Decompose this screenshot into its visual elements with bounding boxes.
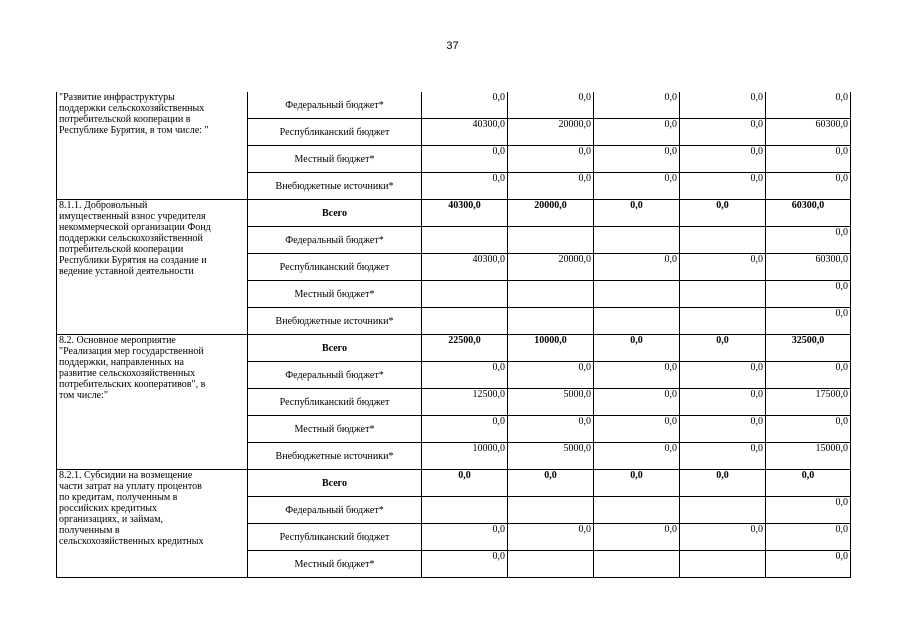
amount-cell: 0,0 [680,389,766,416]
amount-cell: 15000,0 [766,443,851,470]
amount-cell [680,227,766,254]
amount-cell: 0,0 [680,92,766,119]
amount-cell: 0,0 [680,524,766,551]
amount-cell [508,308,594,335]
amount-cell: 0,0 [422,470,508,497]
amount-cell [508,551,594,578]
amount-cell: 0,0 [594,254,680,281]
amount-cell [680,281,766,308]
amount-cell: 22500,0 [422,335,508,362]
amount-cell: 60300,0 [766,119,851,146]
amount-cell: 0,0 [594,443,680,470]
funding-source: Местный бюджет* [248,146,422,173]
amount-cell: 0,0 [680,416,766,443]
amount-cell [680,308,766,335]
amount-cell: 0,0 [422,362,508,389]
amount-cell [508,497,594,524]
funding-source: Местный бюджет* [248,416,422,443]
amount-cell: 0,0 [594,92,680,119]
amount-cell: 0,0 [422,551,508,578]
funding-source: Республиканский бюджет [248,119,422,146]
amount-cell: 0,0 [594,146,680,173]
funding-source: Местный бюджет* [248,281,422,308]
amount-cell: 0,0 [680,362,766,389]
amount-cell: 0,0 [594,200,680,227]
amount-cell: 0,0 [594,335,680,362]
amount-cell: 0,0 [508,362,594,389]
amount-cell: 0,0 [766,146,851,173]
table-row [57,200,851,227]
funding-source: Республиканский бюджет [248,524,422,551]
amount-cell: 0,0 [594,362,680,389]
amount-cell: 0,0 [594,389,680,416]
amount-cell: 40300,0 [422,254,508,281]
amount-cell: 0,0 [766,92,851,119]
amount-cell: 0,0 [508,470,594,497]
amount-cell: 0,0 [680,335,766,362]
amount-cell: 0,0 [594,470,680,497]
amount-cell: 0,0 [422,92,508,119]
amount-cell: 0,0 [766,497,851,524]
amount-cell: 17500,0 [766,389,851,416]
amount-cell: 20000,0 [508,119,594,146]
amount-cell [680,497,766,524]
amount-cell: 0,0 [508,524,594,551]
amount-cell: 0,0 [680,146,766,173]
amount-cell [508,227,594,254]
amount-cell: 0,0 [766,308,851,335]
funding-source: Местный бюджет* [248,551,422,578]
amount-cell: 0,0 [422,173,508,200]
amount-cell: 0,0 [508,416,594,443]
amount-cell: 0,0 [766,227,851,254]
amount-cell [680,551,766,578]
amount-cell: 0,0 [594,119,680,146]
amount-cell: 40300,0 [422,119,508,146]
amount-cell: 5000,0 [508,443,594,470]
amount-cell: 0,0 [422,146,508,173]
funding-source: Всего [248,335,422,362]
amount-cell: 0,0 [680,200,766,227]
funding-source: Внебюджетные источники* [248,173,422,200]
amount-cell: 0,0 [680,470,766,497]
funding-source: Федеральный бюджет* [248,362,422,389]
amount-cell: 0,0 [766,551,851,578]
amount-cell: 5000,0 [508,389,594,416]
amount-cell: 10000,0 [422,443,508,470]
budget-table [56,92,851,578]
funding-source: Федеральный бюджет* [248,497,422,524]
amount-cell: 0,0 [766,362,851,389]
amount-cell: 0,0 [508,146,594,173]
section-description: 8.1.1. Добровольный имущественный взнос учредителя некоммерческой организации Фонд поддержки сельскохозяйственной потребительской кооперации Республики Бурятия на создание и ведение уставной деятельности [57,200,248,335]
funding-source: Всего [248,200,422,227]
amount-cell: 0,0 [508,92,594,119]
amount-cell: 0,0 [766,173,851,200]
page-number: 37 [446,40,459,52]
funding-source: Федеральный бюджет* [248,92,422,119]
amount-cell: 0,0 [594,524,680,551]
amount-cell: 0,0 [680,173,766,200]
funding-source: Республиканский бюджет [248,254,422,281]
amount-cell [422,308,508,335]
amount-cell: 0,0 [594,416,680,443]
amount-cell [422,281,508,308]
amount-cell: 0,0 [680,119,766,146]
budget-table-body [57,92,851,578]
amount-cell: 0,0 [422,416,508,443]
section-description: "Развитие инфраструктуры поддержки сельскохозяйственных потребительской кооперации в Республике Бурятия, в том числе: " [57,92,248,200]
amount-cell: 0,0 [422,524,508,551]
amount-cell: 0,0 [766,416,851,443]
funding-source: Внебюджетные источники* [248,308,422,335]
amount-cell: 40300,0 [422,200,508,227]
table-row [57,92,851,119]
amount-cell [508,281,594,308]
amount-cell: 12500,0 [422,389,508,416]
amount-cell: 10000,0 [508,335,594,362]
amount-cell: 0,0 [766,524,851,551]
amount-cell: 0,0 [766,281,851,308]
amount-cell: 0,0 [680,254,766,281]
table-row [57,470,851,497]
amount-cell [594,227,680,254]
amount-cell [422,497,508,524]
amount-cell: 0,0 [508,173,594,200]
funding-source: Всего [248,470,422,497]
amount-cell: 0,0 [766,470,851,497]
amount-cell [594,308,680,335]
amount-cell [594,281,680,308]
funding-source: Федеральный бюджет* [248,227,422,254]
amount-cell: 0,0 [680,443,766,470]
section-description: 8.2. Основное мероприятие "Реализация мер государственной поддержки, направленных на развитие сельскохозяйственных потребительских кооперативов", в том числе:" [57,335,248,470]
amount-cell: 60300,0 [766,200,851,227]
amount-cell [594,497,680,524]
amount-cell: 0,0 [594,173,680,200]
table-row [57,335,851,362]
amount-cell: 20000,0 [508,200,594,227]
section-description: 8.2.1. Субсидии на возмещение части затрат на уплату процентов по кредитам, полученным в российских кредитных организациях, и займам, полученным в сельскохозяйственных кредитных [57,470,248,578]
funding-source: Внебюджетные источники* [248,443,422,470]
amount-cell [594,551,680,578]
amount-cell: 60300,0 [766,254,851,281]
amount-cell [422,227,508,254]
amount-cell: 32500,0 [766,335,851,362]
amount-cell: 20000,0 [508,254,594,281]
funding-source: Республиканский бюджет [248,389,422,416]
